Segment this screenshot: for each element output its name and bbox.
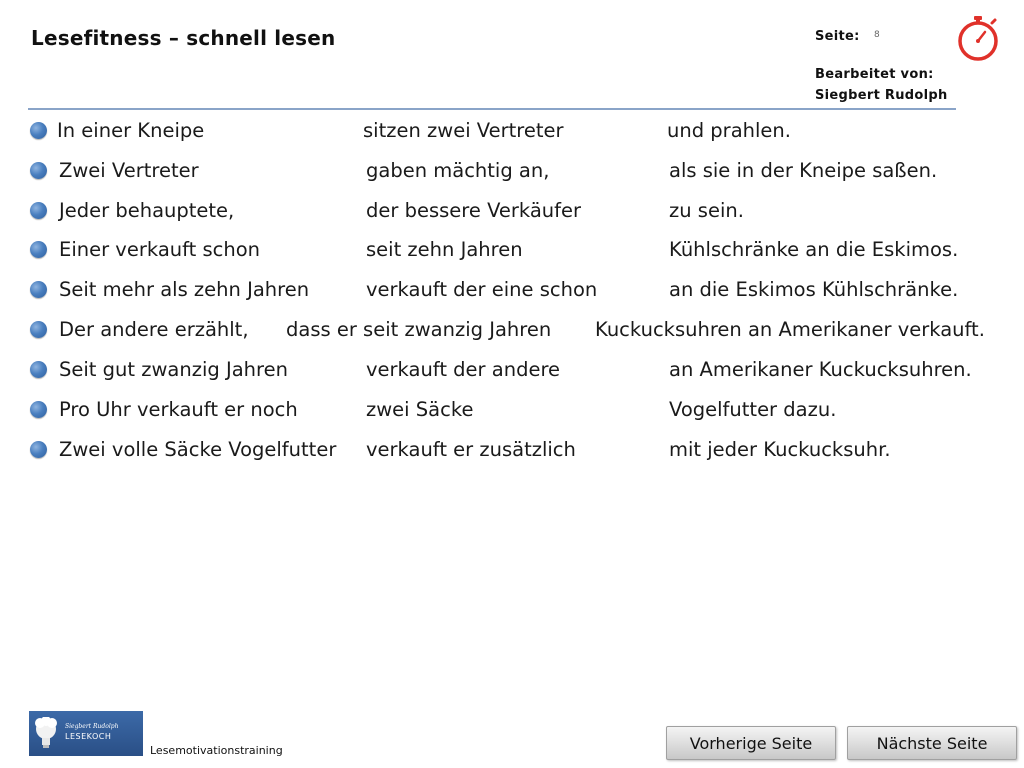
sentence-part-3: mit jeder Kuckucksuhr. — [669, 438, 891, 461]
previous-page-button[interactable]: Vorherige Seite — [666, 726, 836, 760]
sentence-row — [0, 315, 1024, 345]
sentence-part-1: Zwei Vertreter — [59, 159, 199, 182]
sentence-part-1: Jeder behauptete, — [59, 199, 235, 222]
sentence-part-1: Seit gut zwanzig Jahren — [59, 358, 288, 381]
header-divider — [28, 108, 956, 110]
sentence-row — [0, 395, 1024, 425]
round-bullet-icon — [30, 441, 47, 458]
sentence-row — [0, 116, 1024, 146]
round-bullet-icon — [30, 241, 47, 258]
sentence-part-2: verkauft der andere — [366, 358, 561, 381]
stopwatch-icon[interactable] — [954, 14, 1002, 62]
sentence-part-3: zu sein. — [669, 199, 744, 222]
sentence-part-2: dass er seit zwanzig Jahren — [286, 318, 552, 341]
sentence-part-3: Kuckucksuhren an Amerikaner verkauft. — [595, 318, 985, 341]
sentence-part-3: Vogelfutter dazu. — [669, 398, 837, 421]
round-bullet-icon — [30, 122, 47, 139]
sentence-part-1: Seit mehr als zehn Jahren — [59, 278, 310, 301]
author-name: Siegbert Rudolph — [815, 88, 948, 103]
page-number: 8 — [874, 30, 880, 40]
sentence-part-2: zwei Säcke — [366, 398, 474, 421]
sentence-row — [0, 156, 1024, 186]
sentence-part-2: seit zehn Jahren — [366, 238, 523, 261]
sentence-part-2: gaben mächtig an, — [366, 159, 550, 182]
sentence-part-2: der bessere Verkäufer — [366, 199, 582, 222]
sentence-part-3: als sie in der Kneipe saßen. — [669, 159, 938, 182]
logo-brand-text: LESEKOCH — [65, 732, 112, 741]
page-label: Seite: — [815, 29, 860, 44]
edited-by-label: Bearbeitet von: — [815, 67, 934, 82]
sentence-row — [0, 435, 1024, 465]
sentence-part-1: In einer Kneipe — [57, 119, 205, 142]
round-bullet-icon — [30, 401, 47, 418]
sentence-part-1: Der andere erzählt, — [59, 318, 249, 341]
sentence-part-1: Einer verkauft schon — [59, 238, 261, 261]
sentence-row — [0, 196, 1024, 226]
next-page-button[interactable]: Nächste Seite — [847, 726, 1017, 760]
sentence-part-2: verkauft der eine schon — [366, 278, 598, 301]
sentence-part-3: an Amerikaner Kuckucksuhren. — [669, 358, 972, 381]
footer-label: Lesemotivationstraining — [150, 744, 283, 757]
sentence-part-1: Pro Uhr verkauft er noch — [59, 398, 298, 421]
round-bullet-icon — [30, 202, 47, 219]
sentence-row — [0, 355, 1024, 385]
sentence-part-3: an die Eskimos Kühlschränke. — [669, 278, 959, 301]
sentence-part-2: verkauft er zusätzlich — [366, 438, 576, 461]
chef-bulb-icon — [33, 717, 59, 751]
sentence-part-2: sitzen zwei Vertreter — [363, 119, 564, 142]
round-bullet-icon — [30, 162, 47, 179]
round-bullet-icon — [30, 321, 47, 338]
sentence-row — [0, 275, 1024, 305]
sentence-part-1: Zwei volle Säcke Vogelfutter — [59, 438, 337, 461]
round-bullet-icon — [30, 361, 47, 378]
sentence-row — [0, 235, 1024, 265]
sentence-part-3: Kühlschränke an die Eskimos. — [669, 238, 959, 261]
logo-author-text: Siegbert Rudolph — [65, 723, 119, 730]
round-bullet-icon — [30, 281, 47, 298]
lesekoch-logo — [29, 711, 143, 756]
sentence-part-3: und prahlen. — [667, 119, 791, 142]
page-title: Lesefitness – schnell lesen — [31, 26, 336, 50]
